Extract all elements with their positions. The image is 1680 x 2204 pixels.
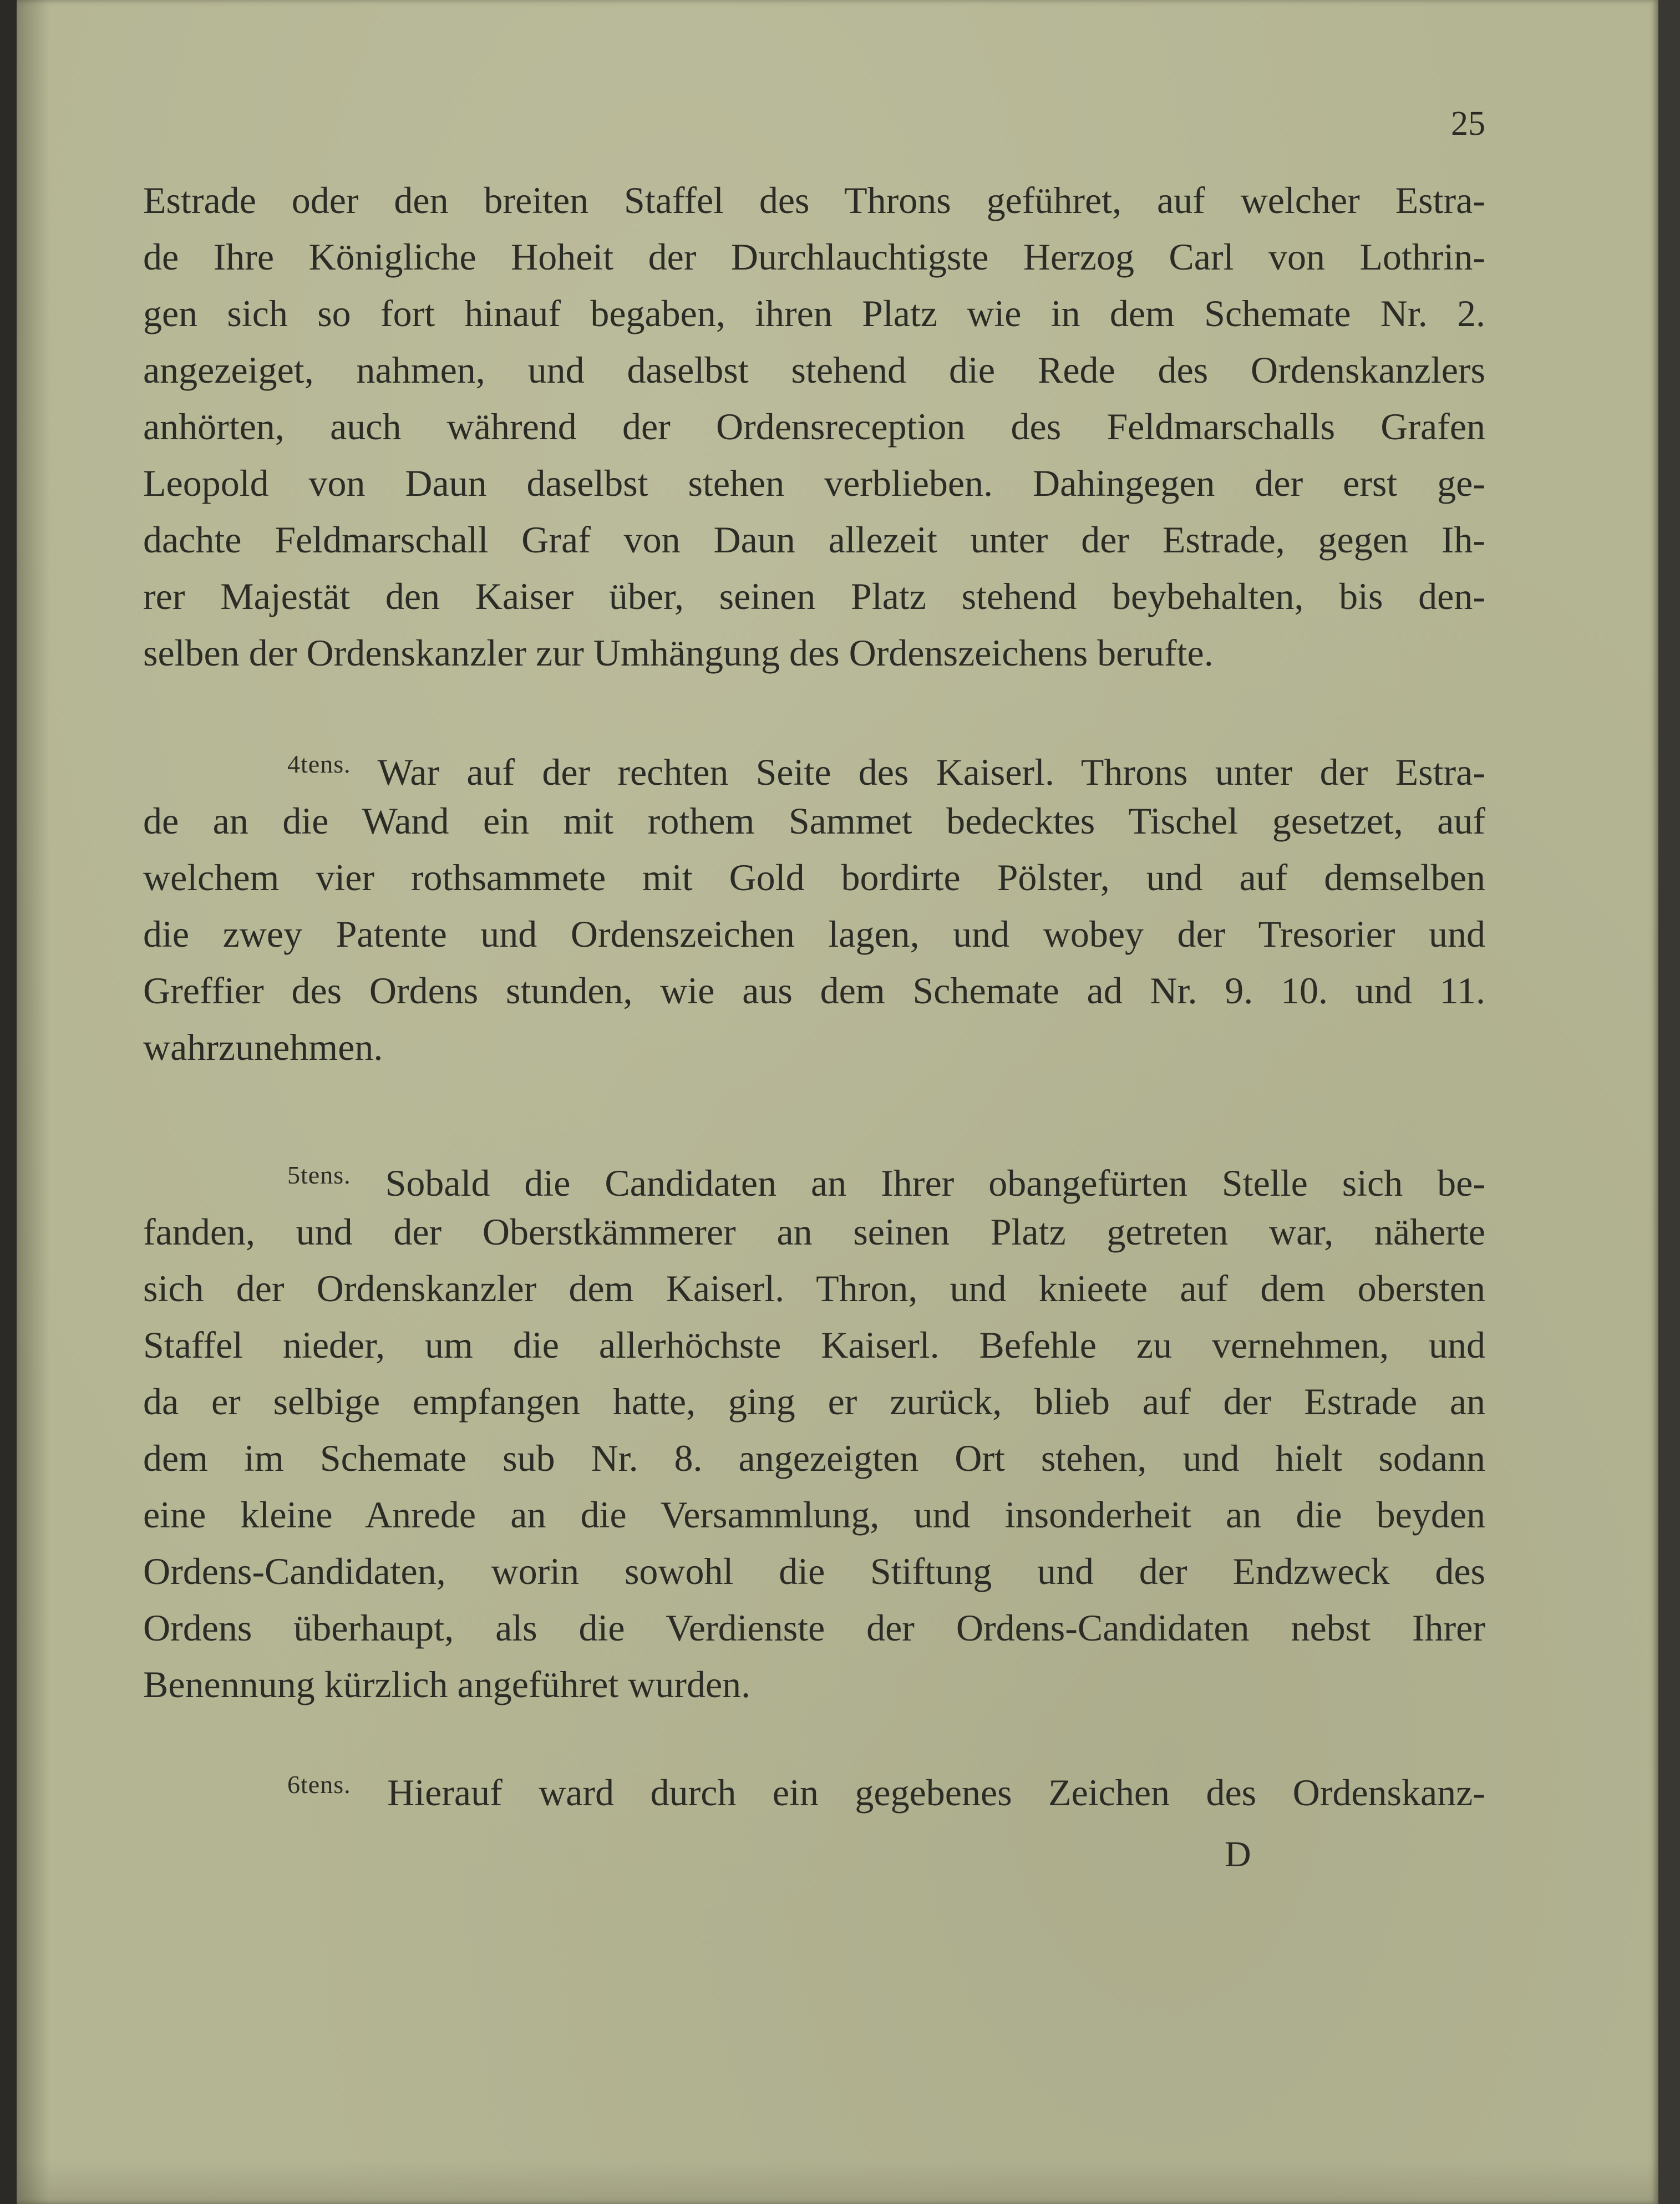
paragraph-lead: 6tens.: [287, 1770, 351, 1799]
text-line: [143, 1147, 1485, 1203]
paragraph-lead: 5tens.: [287, 1161, 351, 1189]
text-line: welchem vier rothsammete mit Gold bordirte Pölster, und auf demselben: [143, 856, 1485, 898]
text-line: eine kleine Anrede an die Versammlung, und insonderheit an die beyden: [143, 1494, 1485, 1536]
text-line: Staffel nieder, um die allerhöchste Kaiserl. Befehle zu vernehmen, und: [143, 1324, 1485, 1366]
text-line-content: Sobald die Candidaten an Ihrer obangefürten Stelle sich be-: [385, 1162, 1486, 1204]
paragraph-lead: 4tens.: [287, 750, 351, 778]
text-line: wahrzunehmen.: [143, 1026, 383, 1068]
text-line: sich der Ordenskanzler dem Kaiserl. Thron, und knieete auf dem obersten: [143, 1267, 1485, 1309]
paragraph-1: [143, 172, 1485, 681]
text-line: die zwey Patente und Ordenszeichen lagen, und wobey der Tresorier und: [143, 913, 1485, 955]
signature-mark: D: [1225, 1834, 1251, 1875]
page-number: 25: [1451, 105, 1485, 143]
text-line: Ordens überhaupt, als die Verdienste der Ordens-Candidaten nebst Ihrer: [143, 1607, 1485, 1649]
text-line: fanden, und der Oberstkämmerer an seinen Platz getreten war, näherte: [143, 1211, 1485, 1253]
text-line: anhörten, auch während der Ordensreception des Feldmarschalls Grafen: [143, 405, 1485, 448]
text-line: dem im Schemate sub Nr. 8. angezeigten Ort stehen, und hielt sodann: [143, 1437, 1485, 1479]
paragraph-4: [143, 1756, 1485, 1813]
paragraph-2: [143, 736, 1485, 1075]
book-page: [17, 0, 1658, 2204]
text-line: Leopold von Daun daselbst stehen verblieben. Dahingegen der erst ge-: [143, 462, 1485, 504]
text-line: [143, 736, 1485, 793]
text-line: Greffier des Ordens stunden, wie aus dem Schemate ad Nr. 9. 10. und 11.: [143, 969, 1485, 1012]
text-line-content: War auf der rechten Seite des Kaiserl. Throns unter der Estra-: [377, 751, 1485, 793]
scan-edge: [1658, 0, 1680, 2204]
text-line: angezeiget, nahmen, und daselbst stehend die Rede des Ordenskanzlers: [143, 349, 1485, 391]
text-line: gen sich so fort hinauf begaben, ihren Platz wie in dem Schemate Nr. 2.: [143, 292, 1485, 334]
text-line: dachte Feldmarschall Graf von Daun allezeit unter der Estrade, gegen Ih-: [143, 519, 1485, 561]
text-line-content: Hierauf ward durch ein gegebenes Zeichen des Ordenskanz-: [387, 1771, 1486, 1814]
text-line: da er selbige empfangen hatte, ging er zurück, blieb auf der Estrade an: [143, 1380, 1485, 1423]
text-line: Ordens-Candidaten, worin sowohl die Stiftung und der Endzweck des: [143, 1550, 1485, 1592]
text-line: [143, 1756, 1485, 1813]
text-line: Benennung kürzlich angeführet wurden.: [143, 1663, 751, 1705]
text-line: rer Majestät den Kaiser über, seinen Platz stehend beybehalten, bis den-: [143, 575, 1485, 617]
text-line: de an die Wand ein mit rothem Sammet bedecktes Tischel gesetzet, auf: [143, 800, 1485, 842]
text-line: selben der Ordenskanzler zur Umhängung des Ordenszeichens berufte.: [143, 632, 1214, 674]
text-line: Estrade oder den breiten Staffel des Throns geführet, auf welcher Estra-: [143, 179, 1485, 221]
text-line: de Ihre Königliche Hoheit der Durchlauchtigste Herzog Carl von Lothrin-: [143, 236, 1485, 278]
paragraph-3: [143, 1147, 1485, 1713]
